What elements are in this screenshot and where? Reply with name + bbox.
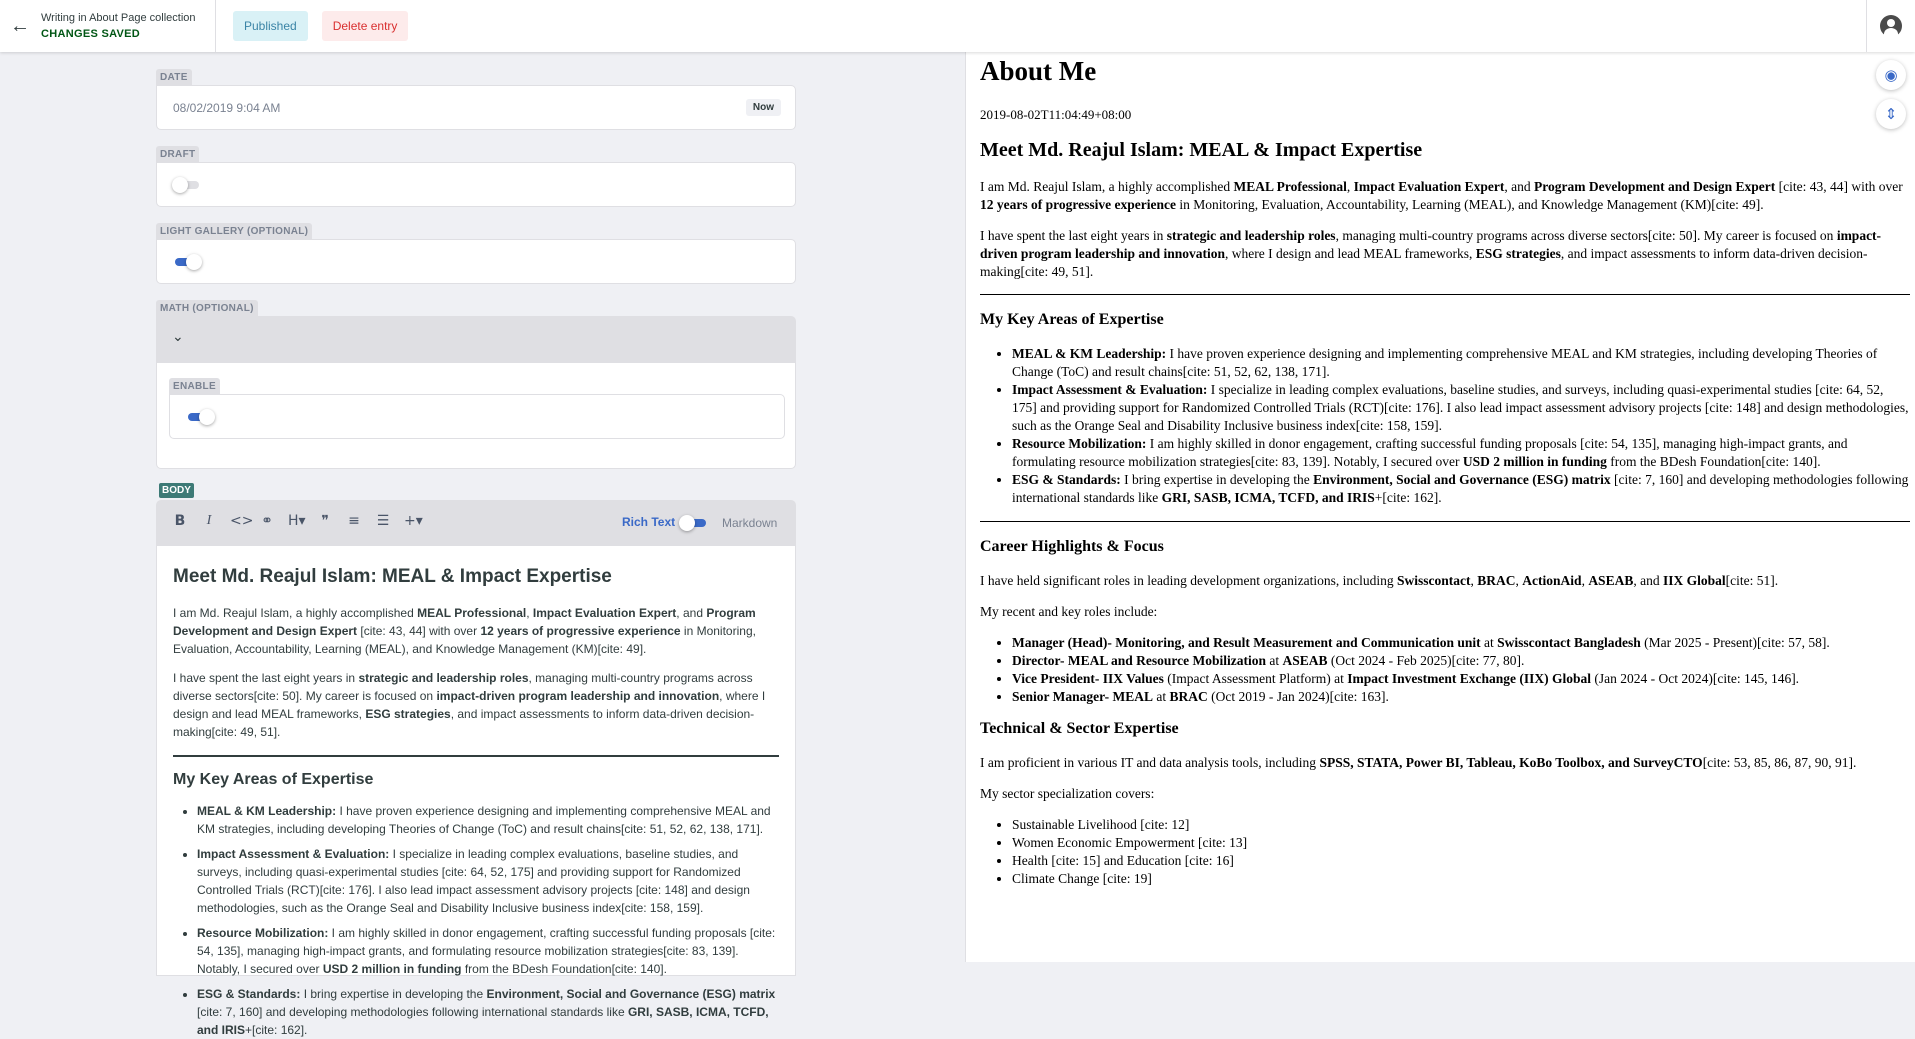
bullet-list-icon[interactable]: ≡ <box>348 513 360 529</box>
body-rich-text-editor[interactable] <box>156 546 796 1037</box>
arrow-left-icon: ← <box>10 14 30 37</box>
preview-intro-paragraph: I am Md. Reajul Islam, a highly accomplished MEAL Professional, Impact Evaluation Expert, and Program Development and Design Expert [cite: 43, 44] with over 12 years of progressive experience in Monitoring, Evaluation, Accountability, Learning (MEAL), and Knowledge Management (KM)[cite: 49]. <box>980 179 1903 212</box>
preview-career-paragraph: I have spent the last eight years in strategic and leadership roles, managing multi-country programs across diverse sectors[cite: 50]. My career is focused on impact-driven program leadership and innovation, where I design and lead MEAL frameworks, ESG strategies, and impact assessments to inform data-driven decision-making[cite: 49, 51]. <box>980 228 1882 279</box>
markdown-label[interactable]: Markdown <box>722 516 778 530</box>
collection-title: Writing in About Page collection <box>41 12 196 24</box>
sync-scroll-icon: ⇕ <box>1884 105 1898 123</box>
preview-toggle-button[interactable] <box>1876 60 1906 90</box>
light-gallery-label: LIGHT GALLERY (OPTIONAL) <box>156 223 312 240</box>
body-expertise-list <box>173 802 779 1039</box>
list-item: • Senior Manager- MEAL at BRAC (Oct 2019 - Jan 2024)[cite: 163]. <box>1012 688 1910 706</box>
enable-field <box>169 394 785 439</box>
page-title: About Me <box>980 56 1097 86</box>
list-item: • Impact Assessment & Evaluation: I specialize in leading complex evaluations, baseline studies, and surveys, including quasi-experimental studies [cite: 64, 52, 175] and providing support for Randomized Controlled Trials (RCT)[cite: 176]. I also lead impact assessment advisory projects [cite: 148] and design methodologies, such as the Orange Seal and Disability Inclusive business index[cite: 158, 159]. <box>197 845 779 917</box>
preview-roles-list <box>980 634 1910 706</box>
code-icon[interactable]: <> <box>230 513 254 529</box>
math-collapse-header[interactable] <box>156 316 796 363</box>
user-menu[interactable] <box>1866 0 1915 52</box>
entry-title-block <box>40 0 216 52</box>
preview-expertise-list <box>980 345 1910 507</box>
date-field[interactable] <box>156 85 796 130</box>
body-career-paragraph: I have spent the last eight years in strategic and leadership roles, managing multi-country programs across diverse sectors[cite: 50]. My career is focused on impact-driven program leadership and innovation, where I design and lead MEAL frameworks, ESG strategies, and impact assessments to inform data-driven decision-making[cite: 49, 51]. <box>173 671 766 739</box>
math-field-body <box>156 363 796 469</box>
light-gallery-toggle[interactable] <box>172 253 202 271</box>
preview-expertise-heading: My Key Areas of Expertise <box>980 311 1164 328</box>
list-item: • Sustainable Livelihood [cite: 12] <box>1012 816 1910 834</box>
preview-divider <box>980 294 1910 295</box>
link-icon[interactable]: ⚭ <box>261 513 273 529</box>
preview-sector-intro: My sector specialization covers: <box>980 786 1155 801</box>
editor-pane <box>0 52 965 1037</box>
list-item: • Women Economic Empowerment [cite: 13] <box>1012 834 1910 852</box>
sync-scroll-button[interactable] <box>1876 99 1906 129</box>
preview-tech-heading: Technical & Sector Expertise <box>980 720 1179 737</box>
preview-career-heading: Career Highlights & Focus <box>980 538 1164 555</box>
back-button[interactable] <box>0 0 40 52</box>
list-item: • ESG & Standards: I bring expertise in developing the Environment, Social and Governance (ESG) matrix [cite: 7, 160] and developing methodologies following international standards like GRI, SASB, ICMA, TCFD, and IRIS+[cite: 162]. <box>1012 471 1910 507</box>
preview-heading: Meet Md. Reajul Islam: MEAL & Impact Expertise <box>980 139 1423 161</box>
italic-icon[interactable]: I <box>206 513 212 528</box>
save-status: CHANGES SAVED <box>41 28 141 40</box>
list-item: • Vice President- IIX Values (Impact Assessment Platform) at Impact Investment Exchange (IIX) Global (Jan 2024 - Oct 2024)[cite: 145, 146]. <box>1012 670 1910 688</box>
body-heading: Meet Md. Reajul Islam: MEAL & Impact Expertise <box>173 566 612 587</box>
now-button[interactable]: Now <box>746 99 781 116</box>
light-gallery-field <box>156 239 796 284</box>
list-item: • Resource Mobilization: I am highly skilled in donor engagement, crafting successful funding proposals [cite: 54, 135], managing high-impact grants, and formulating resource mobilization strategies[cite: 83, 139]. Notably, I secured over USD 2 million in funding from the BDesh Foundation[cite: 140]. <box>197 924 779 978</box>
list-item: • Resource Mobilization: I am highly skilled in donor engagement, crafting successful funding proposals [cite: 54, 135], managing high-impact grants, and formulating resource mobilization strategies[cite: 83, 139]. Notably, I secured over USD 2 million in funding from the BDesh Foundation[cite: 140]. <box>1012 435 1910 471</box>
list-item: • MEAL & KM Leadership: I have proven experience designing and implementing comprehensive MEAL and KM strategies, including developing Theories of Change (ToC) and result chains[cite: 51, 52, 62, 138, 171]. <box>1012 345 1910 381</box>
chevron-down-icon[interactable]: ⌄ <box>172 328 184 344</box>
draft-field <box>156 162 796 207</box>
quote-icon[interactable]: ❞ <box>321 513 329 529</box>
list-item: • Manager (Head)- Monitoring, and Result Measurement and Communication unit at Swisscontact Bangladesh (Mar 2025 - Present)[cite: 57, 58]. <box>1012 634 1910 652</box>
enable-label: ENABLE <box>169 378 220 395</box>
preview-sector-list <box>980 816 1910 888</box>
preview-divider <box>980 521 1910 522</box>
editor-toolbar <box>156 500 796 546</box>
list-item: • Director- MEAL and Resource Mobilization at ASEAB (Oct 2024 - Feb 2025)[cite: 77, 80]. <box>1012 652 1910 670</box>
body-divider <box>173 755 779 757</box>
list-item: • Climate Change [cite: 19] <box>1012 870 1910 888</box>
math-label: MATH (OPTIONAL) <box>156 300 258 317</box>
body-label: BODY <box>159 483 194 498</box>
published-button[interactable]: Published <box>233 11 308 41</box>
date-input[interactable]: 08/02/2019 9:04 AM <box>173 101 281 115</box>
preview-tech-paragraph: I am proficient in various IT and data analysis tools, including SPSS, STATA, Power BI, Tableau, KoBo Toolbox, and SurveyCTO[cite: 53, 85, 86, 87, 90, 91]. <box>980 755 1857 770</box>
draft-toggle[interactable] <box>172 176 202 194</box>
preview-pane <box>965 52 1915 962</box>
enable-toggle[interactable] <box>185 408 215 426</box>
bold-icon[interactable]: B <box>174 513 186 529</box>
add-block-icon[interactable]: +▾ <box>404 513 423 529</box>
body-intro-paragraph: I am Md. Reajul Islam, a highly accomplished MEAL Professional, Impact Evaluation Expert, and Program Development and Design Expert [cite: 43, 44] with over 12 years of progressive experience in Monitoring, Evaluation, Accountability, Learning (MEAL), and Knowledge Management (KM)[cite: 49]. <box>173 606 756 656</box>
heading-icon[interactable]: H▾ <box>288 513 306 529</box>
draft-label: DRAFT <box>156 146 199 163</box>
preview-career-highlights: I have held significant roles in leading development organizations, including Swisscontact, BRAC, ActionAid, ASEAB, and IIX Global[cite: 51]. <box>980 573 1779 588</box>
numbered-list-icon[interactable]: ☰ <box>376 513 390 529</box>
body-expertise-heading: My Key Areas of Expertise <box>173 771 374 788</box>
rich-text-label[interactable]: Rich Text <box>622 515 676 529</box>
editor-header <box>0 0 1915 52</box>
list-item: • Health [cite: 15] and Education [cite: 16] <box>1012 852 1910 870</box>
eye-icon: ◉ <box>1884 66 1898 84</box>
list-item: • ESG & Standards: I bring expertise in developing the Environment, Social and Governance (ESG) matrix [cite: 7, 160] and developing methodologies following international standards like GRI, SASB, ICMA, TCFD, and IRIS+[cite: 162]. <box>197 985 779 1039</box>
mode-toggle[interactable] <box>679 514 709 532</box>
date-label: DATE <box>156 69 192 86</box>
delete-entry-button[interactable]: Delete entry <box>322 11 409 41</box>
avatar[interactable] <box>1880 15 1902 37</box>
list-item: • Impact Assessment & Evaluation: I specialize in leading complex evaluations, baseline studies, and surveys, including quasi-experimental studies [cite: 64, 52, 175] and providing support for Randomized Controlled Trials (RCT)[cite: 176]. I also lead impact assessment advisory projects [cite: 148] and design methodologies, such as the Orange Seal and Disability Inclusive business index[cite: 158, 159]. <box>1012 381 1910 435</box>
preview-date: 2019-08-02T11:04:49+08:00 <box>980 107 1132 122</box>
list-item: • MEAL & KM Leadership: I have proven experience designing and implementing comprehensive MEAL and KM strategies, including developing Theories of Change (ToC) and result chains[cite: 51, 52, 62, 138, 171]. <box>197 802 779 838</box>
preview-roles-intro: My recent and key roles include: <box>980 604 1158 619</box>
